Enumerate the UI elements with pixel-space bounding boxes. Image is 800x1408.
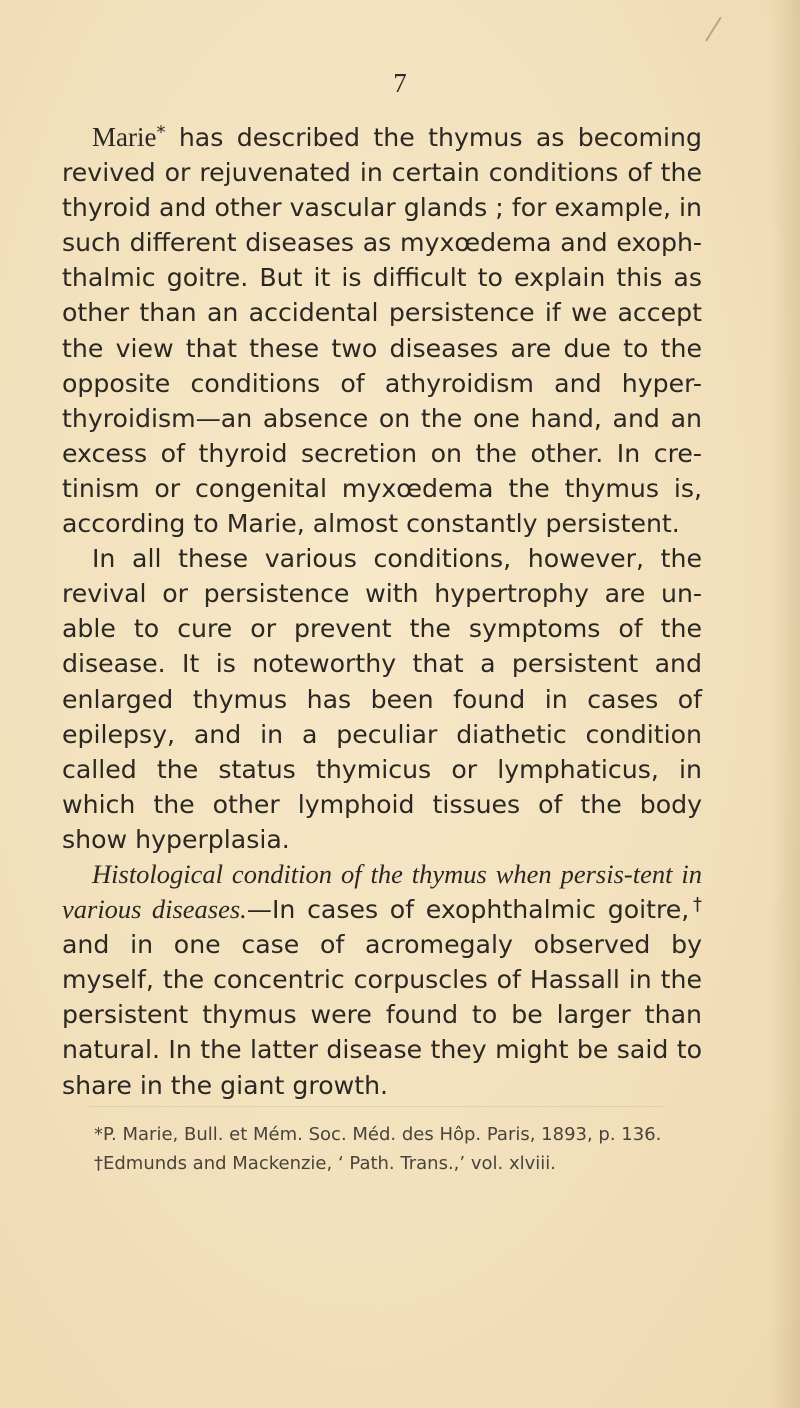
footnote-2	[62, 1149, 702, 1178]
footnotes	[62, 1120, 702, 1178]
footnote-text: Edmunds and Mackenzie, ‘ Path. Trans.,’ vol. xlviii.	[103, 1153, 556, 1174]
paragraph-1-text: has described the thymus as becoming revived or rejuvenated in certain conditions of the thyroid and other vascular glands ; for example, in such different diseases as myxœdema and exoph-thalmic goitre. But it is difficult to explain this as other than an accidental persistence if we accept the view that these two diseases are due to the opposite conditions of athyroidism and hyper-thyroidism—an absence on the one hand, and an excess of thyroid secretion on the other. In cre-tinism or congenital myxœdema the thymus is, according to Marie, almost constantly persistent.	[62, 123, 702, 539]
pencil-mark	[705, 17, 722, 42]
footnote-1	[62, 1120, 702, 1149]
paragraph-3	[62, 857, 702, 1103]
page-edge-shadow	[770, 0, 800, 1408]
page-number: 7	[393, 68, 407, 98]
footnote-ref-1: *	[156, 122, 166, 143]
footnote-marker: *	[94, 1124, 103, 1145]
footnote-divider	[86, 1106, 666, 1107]
footnote-ref-2: †	[689, 894, 703, 916]
footnote-marker: †	[94, 1153, 103, 1174]
paragraph-2	[62, 541, 702, 857]
body-text	[62, 120, 702, 1103]
paragraph-3-text-b: and in one case of acromegaly observed by myself, the concentric corpuscles of Hassall in the persistent thymus were found to be larger than natural. In the latter disease they might be said to share in the giant growth.	[62, 930, 702, 1100]
paragraph-2-text: In all these various conditions, however, the revival or persistence with hypertrophy are un-able to cure or prevent the symptoms of the disease. It is noteworthy that a persistent and enlarged thymus has been found in cases of epilepsy, and in a peculiar diathetic condition called the status thymicus or lymphaticus, in which the other lymphoid tissues of the body show hyperplasia.	[62, 544, 702, 854]
paragraph-3-text-a: —In cases of exophthalmic goitre,	[246, 895, 690, 925]
paragraph-1	[62, 120, 702, 541]
section-heading: Histological condition of the thymus when persis-tent in various diseases.	[62, 858, 702, 925]
footnote-text: P. Marie, Bull. et Mém. Soc. Méd. des Hôp. Paris, 1893, p. 136.	[103, 1124, 662, 1145]
author-name: Marie	[92, 122, 157, 152]
